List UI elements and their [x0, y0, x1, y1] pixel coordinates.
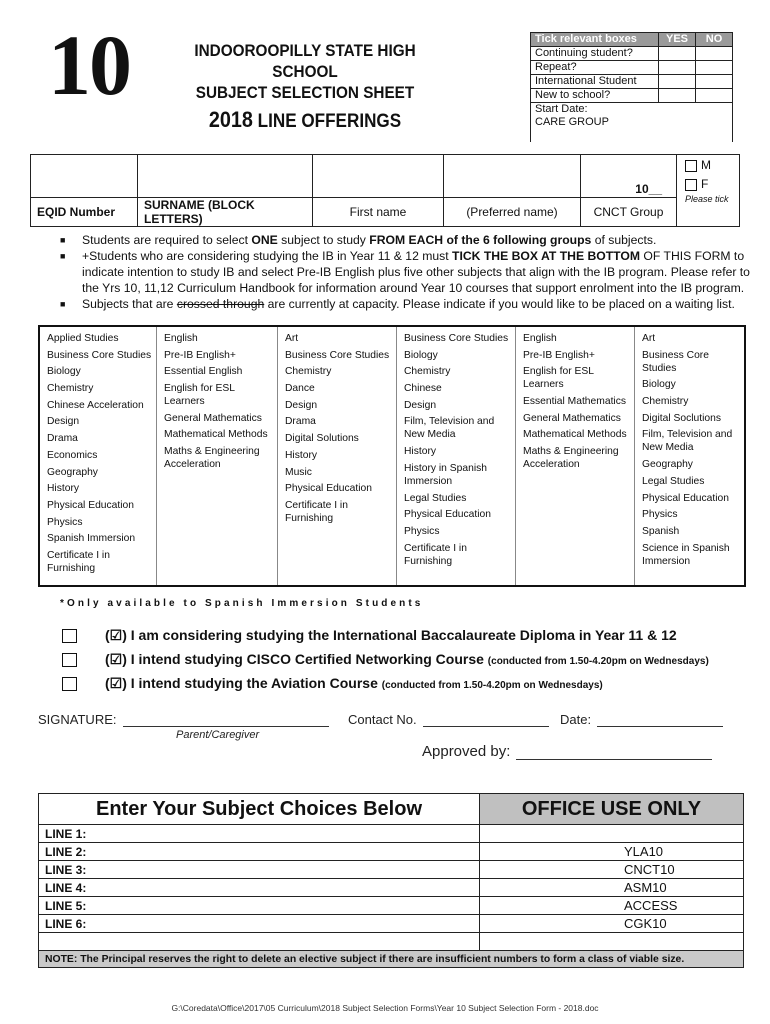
offering-year: 2018	[208, 107, 253, 132]
instruction-text: crossed through	[176, 297, 265, 311]
no-cell[interactable]	[696, 89, 733, 103]
instruction-text: +Students who are considering studying the IB in Year 11 & 12 must	[82, 249, 453, 263]
subject-item: History in Spanish Immersion	[404, 462, 487, 487]
subject-item: Science in Spanish Immersion	[642, 542, 730, 567]
instruction-text: ONE	[251, 233, 278, 247]
care-group-field[interactable]: CARE GROUP	[531, 116, 733, 142]
subject-item: Maths & Engineering Acceleration	[523, 446, 619, 471]
instruction-text: of subjects.	[591, 233, 657, 247]
subject-item: Art	[642, 333, 656, 344]
instruction-text: FROM EACH of the 6 following groups	[369, 233, 592, 247]
instruction-text: Students are required to select	[82, 233, 252, 247]
choices-title: Enter Your Subject Choices Below	[39, 794, 480, 825]
no-cell[interactable]	[696, 61, 733, 75]
first-name-input[interactable]	[313, 155, 444, 198]
ib-option[interactable]	[62, 627, 677, 644]
contact-line[interactable]	[423, 713, 549, 727]
subject-item: Physics	[47, 516, 83, 528]
checkbox-icon[interactable]	[62, 653, 77, 667]
subject-item: Biology	[642, 379, 676, 391]
instruction-text: subject to study	[277, 233, 370, 247]
yes-cell[interactable]	[659, 75, 696, 89]
bullet-icon: ■	[60, 299, 66, 309]
yes-header: YES	[659, 33, 696, 47]
line-6-code: CGK10	[480, 915, 744, 933]
question-new: New to school?	[531, 89, 659, 103]
subject-item: History	[47, 483, 80, 495]
office-use-title: OFFICE USE ONLY	[480, 794, 744, 825]
subject-item: Music	[285, 466, 312, 478]
option-text: (☑) I intend studying CISCO Certified Networking Course	[105, 651, 484, 667]
subject-item: Essential English	[164, 366, 243, 378]
subject-item: Design	[404, 399, 437, 411]
line-3-code: CNCT10	[480, 861, 744, 879]
yes-cell[interactable]	[659, 47, 696, 61]
subject-groups-grid	[38, 325, 746, 587]
subject-item: Chemistry	[47, 383, 94, 395]
subject-group-5	[516, 327, 635, 585]
subject-item: Physical Education	[47, 499, 135, 511]
subject-item: Business Core Studies	[642, 349, 709, 374]
question-repeat: Repeat?	[531, 61, 659, 75]
instruction-item	[60, 232, 750, 248]
bullet-icon: ■	[60, 251, 66, 261]
school-name: INDOOROOPILLY STATE HIGH SCHOOL	[194, 41, 416, 81]
subject-item: English	[164, 333, 198, 344]
instructions	[60, 232, 750, 312]
subject-item: Chinese Acceleration	[47, 399, 144, 411]
subject-item: Dance	[285, 383, 315, 395]
cnct-group-label: CNCT Group	[581, 198, 677, 227]
blank-row	[39, 933, 480, 951]
line-1-code	[480, 825, 744, 843]
preferred-name-label: (Preferred name)	[444, 198, 581, 227]
contact-field[interactable]	[348, 712, 549, 727]
date-label: Date:	[560, 712, 592, 727]
subject-item: Drama	[47, 433, 78, 445]
date-field[interactable]	[560, 712, 723, 727]
eqid-label: EQID Number	[31, 198, 138, 227]
line-5-input[interactable]: LINE 5:	[39, 897, 480, 915]
subject-item: Geography	[642, 459, 693, 471]
line-6-input[interactable]: LINE 6:	[39, 915, 480, 933]
subject-item: Geography	[47, 466, 98, 478]
subject-item: Certificate I in Furnishing	[47, 549, 110, 574]
option-note: (conducted from 1.50-4.20pm on Wednesdays)	[487, 656, 709, 667]
checkbox-icon[interactable]	[62, 629, 77, 643]
principal-note: NOTE: The Principal reserves the right to delete an elective subject if there are insufficient numbers to form a class of viable size.	[39, 951, 744, 968]
subject-item: Design	[285, 399, 318, 411]
subject-item: Biology	[404, 349, 438, 361]
blank-row	[480, 933, 744, 951]
subject-item: Chemistry	[285, 366, 332, 378]
instruction-text: OF THIS FORM to indicate intention to study IB and select Pre-IB English plus five other subjects that align with the IB program. Please refer to the Yrs 10, 11,12 Curriculum Handbook for information around Year 10 courses that support enrolment into the IB program.	[82, 249, 750, 295]
offering-label: LINE OFFERINGS	[257, 111, 402, 132]
subject-item: Economics	[47, 449, 98, 461]
contact-label: Contact No.	[348, 712, 417, 727]
signature-label: SIGNATURE:	[38, 712, 117, 727]
subject-item: Mathematical Methods	[164, 429, 268, 441]
line-1-input[interactable]: LINE 1:	[39, 825, 480, 843]
eqid-input[interactable]	[31, 155, 138, 198]
sex-f-label: F	[701, 177, 709, 191]
subject-item: English for ESL Learners	[523, 366, 594, 391]
subject-item: Physics	[642, 509, 678, 521]
subject-item: Drama	[285, 416, 316, 428]
cnct-group-input[interactable]: 10__	[581, 155, 677, 198]
instruction-text: are currently at capacity. Please indicate if you would like to be placed on a waiting list.	[264, 297, 735, 311]
line-2-input[interactable]: LINE 2:	[39, 843, 480, 861]
subject-item: Business Core Studies	[47, 349, 152, 361]
subject-item: Spanish	[642, 525, 680, 537]
subject-item: Chemistry	[642, 396, 689, 408]
checkbox-icon[interactable]	[62, 677, 77, 691]
yes-cell[interactable]	[659, 61, 696, 75]
option-note: (conducted from 1.50-4.20pm on Wednesdays)	[381, 680, 603, 691]
subject-item: Physical Education	[404, 509, 492, 521]
subject-item: Legal Studies	[404, 492, 467, 504]
approved-field[interactable]	[422, 743, 712, 760]
file-path-footer: G:\Coredata\Office\2017\05 Curriculum\2018 Subject Selection Forms\Year 10 Subject Selection Form - 2018.doc	[171, 1003, 599, 1013]
surname-label: SURNAME (BLOCK LETTERS)	[138, 198, 313, 227]
spanish-note: *Only available to Spanish Immersion Students	[60, 598, 424, 609]
first-name-label: First name	[313, 198, 444, 227]
subject-item: Certificate I in Furnishing	[285, 499, 348, 524]
line-2-code: YLA10	[480, 843, 744, 861]
cisco-option[interactable]	[62, 651, 709, 668]
offering-title	[175, 108, 436, 134]
subject-item: Pre-IB English+	[523, 349, 595, 361]
subject-item: Design	[47, 416, 80, 428]
line-4-input[interactable]: LINE 4:	[39, 879, 480, 897]
checkbox-icon[interactable]	[685, 160, 697, 172]
no-header: NO	[696, 33, 733, 47]
checkbox-icon[interactable]	[685, 179, 697, 191]
subject-item: Digital Soclutions	[642, 412, 721, 424]
subject-item: Essential Mathematics	[523, 396, 627, 408]
subject-item: Spanish Immersion	[47, 533, 136, 545]
sheet-title: SUBJECT SELECTION SHEET	[195, 83, 415, 102]
subject-group-6	[635, 327, 744, 585]
subject-item: Chinese	[404, 383, 442, 395]
instruction-item	[60, 296, 750, 312]
year-number: 10	[48, 17, 130, 113]
no-cell[interactable]	[696, 75, 733, 89]
subject-item: Physics	[404, 525, 440, 537]
line-5-code: ACCESS	[480, 897, 744, 915]
sex-m-option[interactable]	[685, 156, 738, 175]
sex-m-label: M	[701, 158, 711, 172]
subject-item: History	[285, 449, 318, 461]
subject-item: General Mathematics	[164, 412, 262, 424]
subject-item: Biology	[47, 366, 81, 378]
subject-group-2	[157, 327, 278, 585]
subject-item: Film, Television and New Media	[404, 416, 495, 441]
signature-line[interactable]	[123, 713, 329, 727]
preferred-name-input[interactable]	[444, 155, 581, 198]
please-tick-label: Please tick	[685, 194, 729, 204]
subject-item: Digital Solutions	[285, 433, 359, 445]
aviation-option[interactable]	[62, 675, 603, 692]
line-4-code: ASM10	[480, 879, 744, 897]
subject-item: Film, Television and New Media	[642, 429, 733, 454]
option-text: (☑) I am considering studying the International Baccalaureate Diploma in Year 11 & 12	[105, 627, 677, 643]
signature-field[interactable]	[38, 712, 329, 727]
subject-item: Legal Studies	[642, 475, 705, 487]
tick-box-table	[530, 32, 733, 142]
line-3-input[interactable]: LINE 3:	[39, 861, 480, 879]
subject-item: Business Core Studies	[285, 349, 390, 361]
subject-choices-table	[38, 793, 744, 968]
bullet-icon: ■	[60, 235, 66, 245]
option-text: (☑) I intend studying the Aviation Course	[105, 675, 378, 691]
subject-item: General Mathematics	[523, 412, 621, 424]
tick-title: Tick relevant boxes	[531, 33, 659, 47]
subject-item: Maths & Engineering Acceleration	[164, 446, 260, 471]
approved-label: Approved by:	[422, 743, 511, 760]
subject-group-3	[278, 327, 397, 585]
subject-item: Business Core Studies	[404, 333, 509, 344]
date-line[interactable]	[597, 713, 723, 727]
start-date-field[interactable]: Start Date:	[531, 103, 733, 117]
form-header	[160, 40, 450, 134]
subject-item: Certificate I in Furnishing	[404, 542, 467, 567]
instruction-item	[60, 248, 750, 296]
instruction-text: TICK THE BOX AT THE BOTTOM	[452, 249, 641, 263]
parent-caregiver-label: Parent/Caregiver	[176, 729, 260, 741]
question-international: International Student	[531, 75, 659, 89]
subject-item: Applied Studies	[47, 333, 119, 344]
subject-item: History	[404, 446, 437, 458]
subject-group-1	[40, 327, 157, 585]
sex-f-option[interactable]	[685, 175, 738, 194]
subject-item: Mathematical Methods	[523, 429, 627, 441]
subject-item: Pre-IB English+	[164, 349, 236, 361]
subject-group-4	[397, 327, 516, 585]
instruction-text: Subjects that are	[82, 297, 177, 311]
no-cell[interactable]	[696, 47, 733, 61]
subject-item: Physical Education	[642, 492, 730, 504]
surname-input[interactable]	[138, 155, 313, 198]
subject-item: Chemistry	[404, 366, 451, 378]
subject-item: English for ESL Learners	[164, 383, 235, 408]
subject-item: English	[523, 333, 557, 344]
approved-line[interactable]	[516, 744, 712, 760]
student-details-table	[30, 154, 740, 227]
sex-selector	[677, 155, 740, 227]
subject-item: Art	[285, 333, 299, 344]
question-continuing: Continuing student?	[531, 47, 659, 61]
yes-cell[interactable]	[659, 89, 696, 103]
subject-item: Physical Education	[285, 483, 373, 495]
